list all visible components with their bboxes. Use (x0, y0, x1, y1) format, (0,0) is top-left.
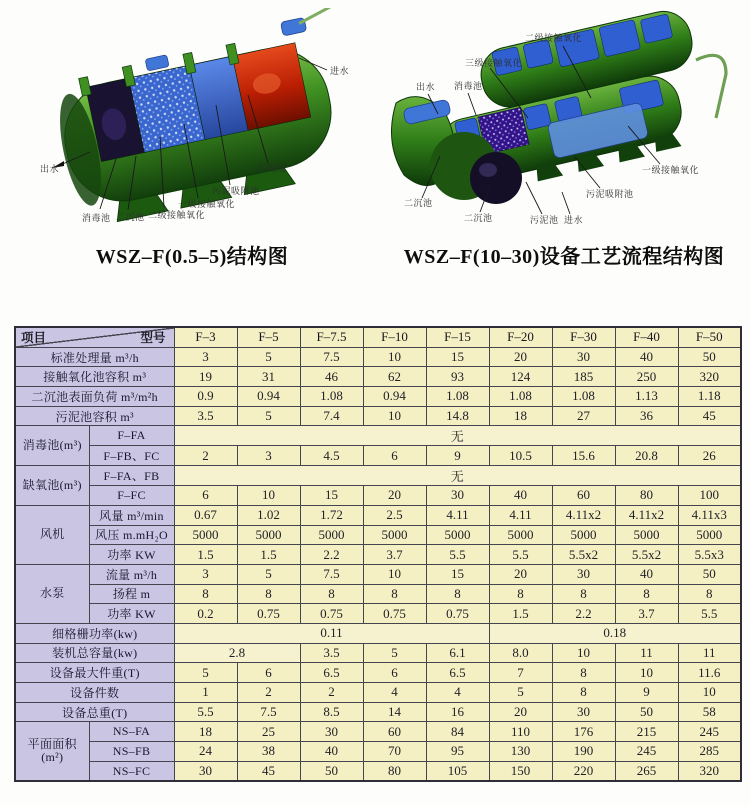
spec-table-body (15, 347, 741, 781)
table-cell: 26 (678, 446, 741, 466)
table-cell: 8 (174, 584, 237, 604)
table-cell: 8.5 (300, 702, 363, 722)
table-cell: 5 (237, 347, 300, 367)
row-label: F–FB、FC (89, 446, 174, 466)
table-cell: 18 (489, 406, 552, 426)
table-cell: 8 (300, 584, 363, 604)
table-cell: 20 (489, 702, 552, 722)
table-cell: 20 (363, 486, 426, 506)
table-cell: 11 (678, 643, 741, 663)
table-cell: 5000 (174, 525, 237, 545)
table-cell: 2 (237, 683, 300, 703)
table-cell: 8.0 (489, 643, 552, 663)
table-cell: 11.6 (678, 663, 741, 683)
table-cell: 0.75 (426, 604, 489, 624)
table-cell: 1 (174, 683, 237, 703)
label-stage2-oxidation: 二级接触氧化 (525, 33, 583, 43)
table-cell: 5000 (489, 525, 552, 545)
label-secondary-sed-left: 二沉池 (404, 198, 433, 208)
table-row (15, 406, 741, 426)
table-cell: 24 (174, 742, 237, 762)
table-cell: 250 (615, 367, 678, 387)
table-cell: 40 (615, 564, 678, 584)
table-cell: 0.75 (363, 604, 426, 624)
table-cell: 30 (552, 347, 615, 367)
row-label: 风量 m³/min (89, 505, 174, 525)
label-disinfection: 消毒池 (82, 213, 111, 223)
figure-process-flow (378, 8, 750, 270)
table-row (15, 683, 741, 703)
table-cell: 20 (489, 347, 552, 367)
table-row (15, 663, 741, 683)
table-cell: 10.5 (489, 446, 552, 466)
table-cell: 1.72 (300, 505, 363, 525)
column-header: F–3 (174, 327, 237, 347)
label-sludge-tank: 污泥池 (530, 215, 559, 225)
table-cell: 60 (552, 486, 615, 506)
table-cell: 0.18 (489, 623, 741, 643)
table-cell: 5.5x2 (615, 545, 678, 565)
corner-cell (15, 327, 174, 347)
table-cell: 15 (426, 347, 489, 367)
table-row (15, 525, 741, 545)
table-cell: 3 (237, 446, 300, 466)
table-cell: 5000 (615, 525, 678, 545)
table-row (15, 466, 741, 486)
table-cell: 5000 (300, 525, 363, 545)
spec-table (14, 326, 742, 782)
table-cell: 5000 (678, 525, 741, 545)
table-cell: 3 (174, 564, 237, 584)
table-cell: 27 (552, 406, 615, 426)
row-group-label: 水泵 (15, 564, 89, 623)
table-row (15, 367, 741, 387)
table-cell: 45 (678, 406, 741, 426)
table-cell: 6.1 (426, 643, 489, 663)
table-cell: 100 (678, 486, 741, 506)
label-sludge-adsorption: 污泥吸附池 (586, 189, 634, 199)
figure-caption-small: WSZ–F(0.5–5)结构图 (95, 246, 289, 268)
table-cell: 2.2 (552, 604, 615, 624)
table-cell: 36 (615, 406, 678, 426)
table-row (15, 623, 741, 643)
table-cell: 2.8 (174, 643, 300, 663)
table-cell: 0.94 (363, 387, 426, 407)
row-group-label: 平面面积 (m²) (15, 722, 89, 782)
table-cell: 40 (489, 486, 552, 506)
table-cell: 0.94 (237, 387, 300, 407)
column-header: F–5 (237, 327, 300, 347)
table-cell: 80 (363, 761, 426, 781)
table-cell: 46 (300, 367, 363, 387)
table-cell: 50 (300, 761, 363, 781)
table-cell: 190 (552, 742, 615, 762)
table-cell: 8 (552, 683, 615, 703)
table-cell: 7.5 (300, 564, 363, 584)
corner-item-label: 项目 (21, 330, 47, 345)
table-cell: 7.5 (237, 702, 300, 722)
table-cell: 5000 (426, 525, 489, 545)
table-cell: 30 (174, 761, 237, 781)
table-row (15, 722, 741, 742)
table-cell: 8 (678, 584, 741, 604)
table-cell: 8 (363, 584, 426, 604)
table-cell: 0.75 (300, 604, 363, 624)
column-header: F–15 (426, 327, 489, 347)
figures-row (0, 8, 750, 270)
label-secondary-sed-bottom: 二沉池 (464, 213, 493, 223)
column-header: F–20 (489, 327, 552, 347)
row-label: 装机总容量(kw) (15, 643, 174, 663)
table-cell: 0.67 (174, 505, 237, 525)
table-cell: 1.5 (489, 604, 552, 624)
table-cell: 4.11x2 (552, 505, 615, 525)
table-cell: 38 (237, 742, 300, 762)
table-cell: 5 (237, 564, 300, 584)
row-label: 接触氧化池容积 m³ (15, 367, 174, 387)
table-cell: 8 (615, 584, 678, 604)
table-cell: 5 (237, 406, 300, 426)
row-label: F–FA (89, 426, 174, 446)
table-cell: 8 (489, 584, 552, 604)
table-cell: 5.5 (426, 545, 489, 565)
table-cell: 245 (678, 722, 741, 742)
row-label: 扬程 m (89, 584, 174, 604)
table-cell: 50 (678, 564, 741, 584)
table-cell: 4.11 (426, 505, 489, 525)
table-cell: 5 (489, 683, 552, 703)
label-disinfection: 消毒池 (454, 81, 483, 91)
table-cell: 1.18 (678, 387, 741, 407)
table-cell: 5 (363, 643, 426, 663)
column-header: F–50 (678, 327, 741, 347)
table-cell: 6 (237, 663, 300, 683)
table-cell: 6.5 (426, 663, 489, 683)
column-header: F–7.5 (300, 327, 363, 347)
table-cell: 7 (489, 663, 552, 683)
label-sludge-tank: 污泥池 (258, 163, 287, 173)
table-row (15, 761, 741, 781)
table-cell: 4.11 (489, 505, 552, 525)
table-cell: 25 (237, 722, 300, 742)
table-row (15, 347, 741, 367)
table-cell: 15 (300, 486, 363, 506)
table-row (15, 545, 741, 565)
table-cell: 20 (489, 564, 552, 584)
table-cell: 62 (363, 367, 426, 387)
table-cell: 4.11x2 (615, 505, 678, 525)
table-cell: 无 (174, 426, 741, 446)
table-cell: 5000 (237, 525, 300, 545)
table-row (15, 702, 741, 722)
table-cell: 124 (489, 367, 552, 387)
table-cell: 6 (174, 486, 237, 506)
column-header: F–40 (615, 327, 678, 347)
column-header: F–30 (552, 327, 615, 347)
table-cell: 1.08 (489, 387, 552, 407)
table-cell: 9 (426, 446, 489, 466)
label-stage3-oxidation: 三级接触氧化 (465, 58, 523, 68)
row-label: 风压 m.mH₂O (89, 525, 174, 545)
figure-small-unit (12, 8, 372, 270)
table-cell: 185 (552, 367, 615, 387)
table-cell: 5000 (552, 525, 615, 545)
table-cell: 110 (489, 722, 552, 742)
table-cell: 5 (174, 663, 237, 683)
table-row (15, 446, 741, 466)
label-inlet: 进水 (564, 215, 584, 225)
table-cell: 9 (615, 683, 678, 703)
table-cell: 1.13 (615, 387, 678, 407)
row-label: 标准处理量 m³/h (15, 347, 174, 367)
row-label: 设备件数 (15, 683, 174, 703)
table-row (15, 387, 741, 407)
table-cell: 2.5 (363, 505, 426, 525)
label-secondary-sed: 二沉池 (116, 212, 145, 222)
label-outlet: 出水 (416, 82, 436, 92)
table-cell: 2.2 (300, 545, 363, 565)
table-cell: 15.6 (552, 446, 615, 466)
table-cell: 5.5x3 (678, 545, 741, 565)
row-label: 污泥池容积 m³ (15, 406, 174, 426)
table-cell: 0.9 (174, 387, 237, 407)
table-cell: 93 (426, 367, 489, 387)
table-cell: 6 (363, 663, 426, 683)
table-row (15, 584, 741, 604)
table-cell: 176 (552, 722, 615, 742)
row-label: 细格栅功率(kw) (15, 623, 174, 643)
row-group-label: 缺氧池(m³) (15, 466, 89, 506)
table-cell: 10 (552, 643, 615, 663)
table-cell: 16 (426, 702, 489, 722)
table-cell: 320 (678, 761, 741, 781)
table-cell: 30 (300, 722, 363, 742)
table-cell: 5000 (363, 525, 426, 545)
row-label: 设备最大件重(T) (15, 663, 174, 683)
table-cell: 2 (300, 683, 363, 703)
table-cell: 8 (426, 584, 489, 604)
table-cell: 40 (615, 347, 678, 367)
table-row (15, 426, 741, 446)
table-cell: 1.5 (237, 545, 300, 565)
header-row (15, 327, 741, 347)
table-cell: 6.5 (300, 663, 363, 683)
table-row (15, 604, 741, 624)
table-cell: 5.5 (489, 545, 552, 565)
table-cell: 19 (174, 367, 237, 387)
table-cell: 11 (615, 643, 678, 663)
table-cell: 1.08 (300, 387, 363, 407)
table-cell: 30 (552, 702, 615, 722)
row-label: NS–FA (89, 722, 174, 742)
table-cell: 0.75 (237, 604, 300, 624)
table-cell: 30 (426, 486, 489, 506)
row-label: NS–FB (89, 742, 174, 762)
row-label: F–FA、FB (89, 466, 174, 486)
table-cell: 4.5 (300, 446, 363, 466)
table-cell: 5.5x2 (552, 545, 615, 565)
label-outlet: 出水 (40, 164, 60, 174)
label-stage1-oxidation: 一级接触氧化 (178, 199, 236, 209)
table-cell: 40 (300, 742, 363, 762)
table-cell: 3.7 (615, 604, 678, 624)
row-group-label: 风机 (15, 505, 89, 564)
table-cell: 320 (678, 367, 741, 387)
row-group-label: 消毒池(m³) (15, 426, 89, 466)
table-row (15, 643, 741, 663)
row-label: 设备总重(T) (15, 702, 174, 722)
table-cell: 3.7 (363, 545, 426, 565)
table-cell: 2 (174, 446, 237, 466)
table-cell: 10 (363, 406, 426, 426)
table-cell: 1.5 (174, 545, 237, 565)
table-cell: 60 (363, 722, 426, 742)
spec-table-section (14, 326, 742, 782)
table-cell: 80 (615, 486, 678, 506)
label-inlet: 进水 (330, 66, 350, 76)
table-row (15, 564, 741, 584)
table-cell: 3.5 (174, 406, 237, 426)
corner-model-label: 型号 (140, 331, 166, 345)
label-stage2-oxidation: 二级接触氧化 (148, 210, 206, 220)
table-cell: 95 (426, 742, 489, 762)
table-cell: 58 (678, 702, 741, 722)
table-cell: 0.11 (174, 623, 489, 643)
table-cell: 6 (363, 446, 426, 466)
table-cell: 5.5 (174, 702, 237, 722)
table-cell: 50 (615, 702, 678, 722)
label-stage1-oxidation: 一级接触氧化 (642, 165, 700, 175)
table-cell: 10 (678, 683, 741, 703)
table-cell: 8 (552, 663, 615, 683)
table-cell: 10 (363, 347, 426, 367)
table-cell: 18 (174, 722, 237, 742)
table-cell: 14.8 (426, 406, 489, 426)
table-cell: 8 (552, 584, 615, 604)
table-cell: 245 (615, 742, 678, 762)
table-cell: 20.8 (615, 446, 678, 466)
table-cell: 1.08 (552, 387, 615, 407)
table-cell: 0.2 (174, 604, 237, 624)
table-cell: 14 (363, 702, 426, 722)
row-label: 功率 KW (89, 604, 174, 624)
table-cell: 7.5 (300, 347, 363, 367)
table-cell: 4 (426, 683, 489, 703)
table-cell: 10 (615, 663, 678, 683)
table-cell: 7.4 (300, 406, 363, 426)
table-row (15, 486, 741, 506)
table-cell: 15 (426, 564, 489, 584)
table-cell: 4 (363, 683, 426, 703)
figure-caption-large: WSZ–F(10–30)设备工艺流程结构图 (403, 246, 725, 268)
table-row (15, 505, 741, 525)
table-cell: 45 (237, 761, 300, 781)
table-cell: 31 (237, 367, 300, 387)
row-label: 二沉池表面负荷 m³/m²h (15, 387, 174, 407)
table-cell: 3.5 (300, 643, 363, 663)
table-cell: 4.11x3 (678, 505, 741, 525)
table-cell: 215 (615, 722, 678, 742)
table-cell: 10 (363, 564, 426, 584)
row-label: 流量 m³/h (89, 564, 174, 584)
table-cell: 10 (237, 486, 300, 506)
row-label: F–FC (89, 486, 174, 506)
row-label: NS–FC (89, 761, 174, 781)
table-cell: 8 (237, 584, 300, 604)
table-cell: 220 (552, 761, 615, 781)
row-label: 功率 KW (89, 545, 174, 565)
table-cell: 105 (426, 761, 489, 781)
table-cell: 30 (552, 564, 615, 584)
column-header: F–10 (363, 327, 426, 347)
table-cell: 70 (363, 742, 426, 762)
label-sludge-adsorption: 污泥吸附池 (212, 186, 260, 196)
table-cell: 84 (426, 722, 489, 742)
table-cell: 3 (174, 347, 237, 367)
table-cell: 150 (489, 761, 552, 781)
table-cell: 1.02 (237, 505, 300, 525)
table-cell: 无 (174, 466, 741, 486)
table-cell: 5.5 (678, 604, 741, 624)
table-cell: 285 (678, 742, 741, 762)
table-cell: 50 (678, 347, 741, 367)
table-cell: 265 (615, 761, 678, 781)
table-cell: 130 (489, 742, 552, 762)
table-row (15, 742, 741, 762)
table-cell: 1.08 (426, 387, 489, 407)
